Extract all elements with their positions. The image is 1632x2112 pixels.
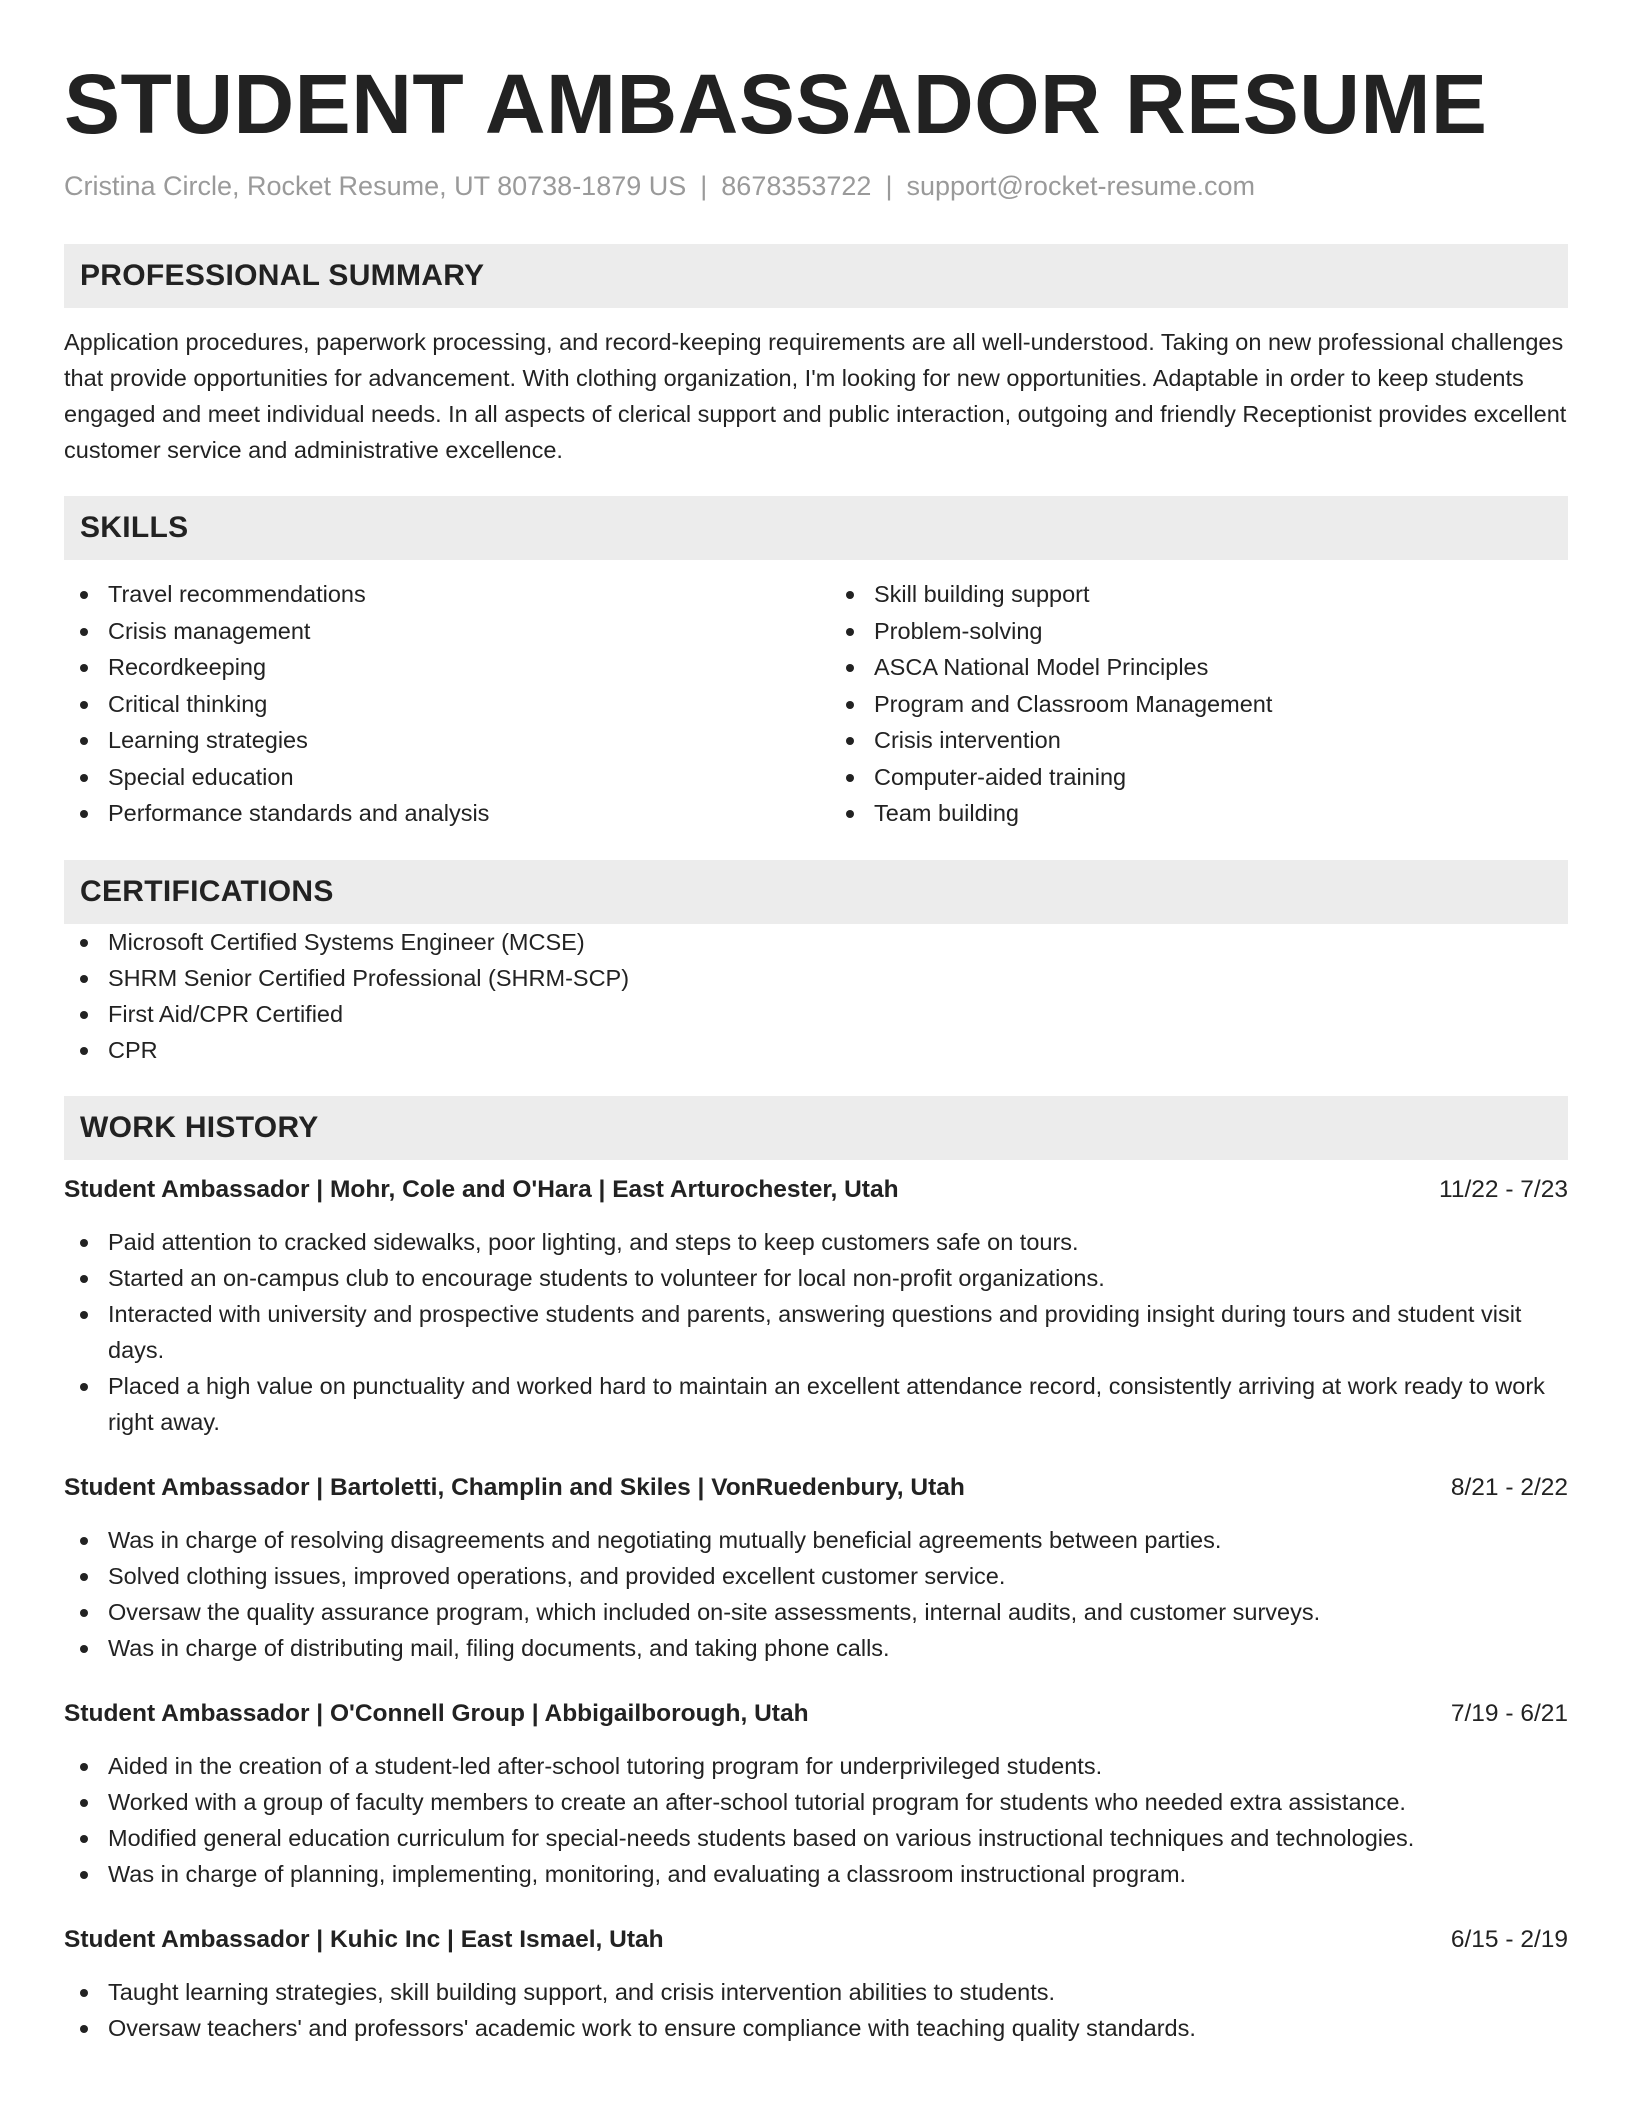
resume-title: STUDENT AMBASSADOR RESUME xyxy=(64,57,1488,151)
job-bullet: Started an on-campus club to encourage students to volunteer for local non-profit organizations. xyxy=(64,1260,1568,1296)
job-bullet: Oversaw the quality assurance program, which included on-site assessments, internal audits, and customer surveys. xyxy=(64,1594,1568,1630)
contact-address: Cristina Circle, Rocket Resume, UT 80738-1879 US xyxy=(64,171,687,201)
skill-item: ASCA National Model Principles xyxy=(830,649,1568,686)
skill-item: Problem-solving xyxy=(830,613,1568,650)
job-bullets xyxy=(64,1224,1568,1440)
job-entry xyxy=(64,1470,1568,1666)
summary-section xyxy=(64,244,1568,468)
certification-item: First Aid/CPR Certified xyxy=(64,996,1568,1032)
contact-phone: 8678353722 xyxy=(721,171,872,201)
certifications-header xyxy=(64,860,1568,924)
skill-item: Team building xyxy=(830,795,1568,832)
contact-separator: | xyxy=(700,171,708,201)
job-entry xyxy=(64,1696,1568,1892)
job-bullet: Worked with a group of faculty members to create an after-school tutorial program for students who needed extra assistance. xyxy=(64,1784,1568,1820)
summary-text: Application procedures, paperwork processing, and record-keeping requirements are all well-understood. Taking on new professional challenges that provide opportunities for advancement. With clothing organization, I'm looking for new opportunities. Adaptable in order to keep students engaged and meet individual needs. In all aspects of clerical support and public interaction, outgoing and friendly Receptionist provides excellent customer service and administrative excellence. xyxy=(64,329,1567,463)
job-dates: 7/19 - 6/21 xyxy=(1450,1699,1568,1727)
job-bullet: Was in charge of planning, implementing, monitoring, and evaluating a classroom instructional program. xyxy=(64,1856,1568,1892)
skills-list-left xyxy=(64,576,802,832)
job-bullet: Taught learning strategies, skill building support, and crisis intervention abilities to students. xyxy=(64,1974,1568,2010)
skill-item: Recordkeeping xyxy=(64,649,802,686)
job-header xyxy=(64,1922,1568,1958)
job-bullets xyxy=(64,1748,1568,1892)
job-title: Student Ambassador | Kuhic Inc | East Ismael, Utah xyxy=(64,1925,664,1953)
certification-item: CPR xyxy=(64,1032,1568,1068)
skills-list-right xyxy=(830,576,1568,832)
skill-item: Program and Classroom Management xyxy=(830,686,1568,723)
skill-item: Computer-aided training xyxy=(830,759,1568,796)
job-title: Student Ambassador | O'Connell Group | Abbigailborough, Utah xyxy=(64,1699,809,1727)
job-dates: 8/21 - 2/22 xyxy=(1450,1473,1568,1501)
job-bullet: Solved clothing issues, improved operations, and provided excellent customer service. xyxy=(64,1558,1568,1594)
job-entry xyxy=(64,1172,1568,1440)
summary-header xyxy=(64,244,1568,308)
work-history-section xyxy=(64,1096,1568,2046)
skills-grid xyxy=(64,576,1568,832)
skills-heading: SKILLS xyxy=(80,511,189,544)
job-dates: 11/22 - 7/23 xyxy=(1439,1175,1568,1203)
skill-item: Learning strategies xyxy=(64,722,802,759)
job-title: Student Ambassador | Mohr, Cole and O'Hara | East Arturochester, Utah xyxy=(64,1175,899,1203)
job-dates: 6/15 - 2/19 xyxy=(1450,1925,1568,1953)
job-bullets xyxy=(64,1522,1568,1666)
job-bullet: Paid attention to cracked sidewalks, poor lighting, and steps to keep customers safe on tours. xyxy=(64,1224,1568,1260)
job-bullet: Oversaw teachers' and professors' academic work to ensure compliance with teaching quality standards. xyxy=(64,2010,1568,2046)
job-bullet: Interacted with university and prospective students and parents, answering questions and providing insight during tours and student visit days. xyxy=(64,1296,1568,1368)
certification-item: SHRM Senior Certified Professional (SHRM-SCP) xyxy=(64,960,1568,996)
certifications-list xyxy=(64,924,1568,1068)
skills-section xyxy=(64,496,1568,832)
certifications-section xyxy=(64,860,1568,1068)
skills-header xyxy=(64,496,1568,560)
summary-heading: PROFESSIONAL SUMMARY xyxy=(80,259,485,292)
job-title: Student Ambassador | Bartoletti, Champlin and Skiles | VonRuedenbury, Utah xyxy=(64,1473,965,1501)
skill-item: Travel recommendations xyxy=(64,576,802,613)
certifications-heading: CERTIFICATIONS xyxy=(80,874,334,908)
certification-item: Microsoft Certified Systems Engineer (MCSE) xyxy=(64,924,1568,960)
skill-item: Performance standards and analysis xyxy=(64,795,802,832)
job-bullet: Placed a high value on punctuality and worked hard to maintain an excellent attendance record, consistently arriving at work ready to work right away. xyxy=(64,1368,1568,1440)
skill-item: Special education xyxy=(64,759,802,796)
contact-email: support@rocket-resume.com xyxy=(906,171,1255,201)
job-header xyxy=(64,1696,1568,1732)
skill-item: Crisis management xyxy=(64,613,802,650)
work-history-header xyxy=(64,1096,1568,1160)
skill-item: Skill building support xyxy=(830,576,1568,613)
skill-item: Crisis intervention xyxy=(830,722,1568,759)
job-bullet: Was in charge of resolving disagreements and negotiating mutually beneficial agreements between parties. xyxy=(64,1522,1568,1558)
job-bullet: Was in charge of distributing mail, filing documents, and taking phone calls. xyxy=(64,1630,1568,1666)
job-header xyxy=(64,1172,1568,1208)
job-bullet: Modified general education curriculum for special-needs students based on various instructional techniques and technologies. xyxy=(64,1820,1568,1856)
job-bullets xyxy=(64,1974,1568,2046)
job-header xyxy=(64,1470,1568,1506)
work-history-heading: WORK HISTORY xyxy=(80,1110,319,1144)
job-bullet: Aided in the creation of a student-led after-school tutoring program for underprivileged students. xyxy=(64,1748,1568,1784)
skill-item: Critical thinking xyxy=(64,686,802,723)
contact-separator: | xyxy=(885,171,893,201)
contact-line xyxy=(64,168,1568,204)
job-entry xyxy=(64,1922,1568,2046)
